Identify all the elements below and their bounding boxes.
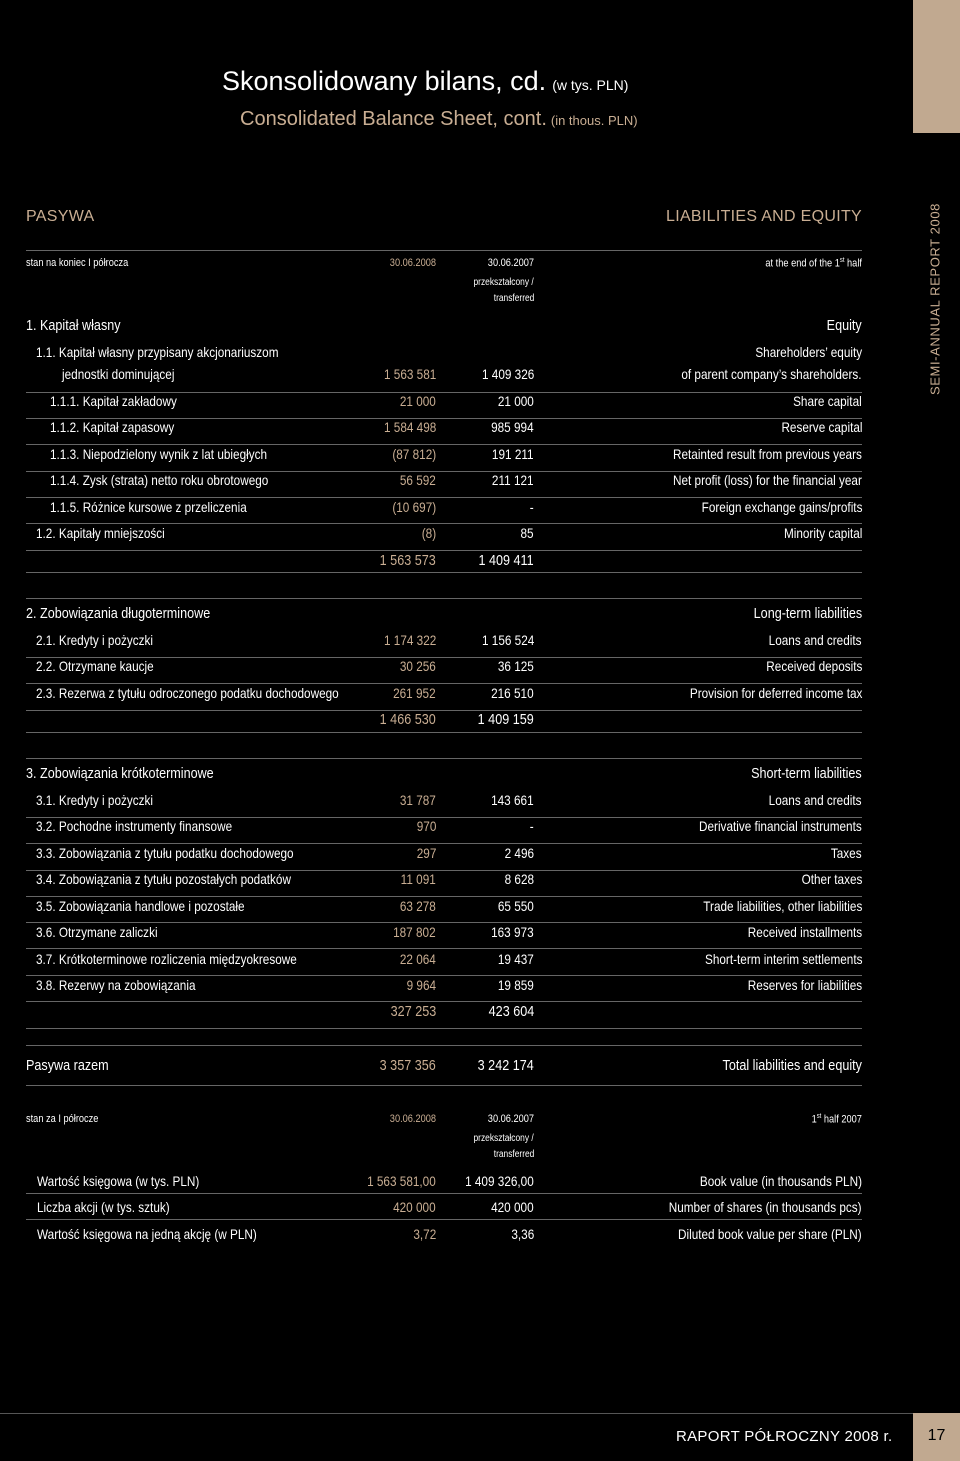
row-value-2007: - bbox=[530, 499, 534, 515]
row-value-2008: 22 064 bbox=[400, 951, 436, 967]
row-value-2007: 1 156 524 bbox=[481, 632, 534, 648]
row-label-pl: 3.2. Pochodne instrumenty finansowe bbox=[36, 818, 233, 834]
row-label-en: Minority capital bbox=[783, 525, 862, 541]
divider bbox=[26, 1085, 862, 1086]
row-label-pl: 1.1. Kapitał własny przypisany akcjonariuszom bbox=[36, 344, 279, 360]
divider bbox=[26, 250, 862, 251]
row-value-2008: 261 952 bbox=[393, 685, 436, 701]
row-value-2007: 163 973 bbox=[491, 924, 534, 940]
header2-label-en-tail: half 2007 bbox=[821, 1113, 862, 1126]
header2-col2: 30.06.2007 bbox=[487, 1113, 534, 1125]
row-label-en: Foreign exchange gains/profits bbox=[701, 499, 862, 515]
divider bbox=[26, 598, 862, 599]
row-label-en: Long-term liabilities bbox=[753, 605, 862, 622]
row-value-2007: 191 211 bbox=[492, 446, 534, 462]
header-label-en-text: at the end of the 1 bbox=[765, 257, 840, 270]
header2-label-pl: stan za I półrocze bbox=[26, 1113, 99, 1125]
row-value-2007: 65 550 bbox=[498, 898, 534, 914]
row-label-en: Shareholders’ equity bbox=[755, 344, 862, 360]
total-value-2008: 3 357 356 bbox=[379, 1057, 436, 1074]
row-value-2008: 187 802 bbox=[393, 924, 436, 940]
divider bbox=[26, 657, 862, 658]
row2-value-2007: 420 000 bbox=[491, 1199, 534, 1215]
row-value-2007: 1 409 159 bbox=[477, 711, 534, 728]
divider bbox=[26, 1219, 862, 1220]
row-value-2008: 56 592 bbox=[400, 472, 436, 488]
row-label-en: Loans and credits bbox=[769, 792, 862, 808]
divider bbox=[26, 572, 862, 573]
row-value-2007: 216 510 bbox=[491, 685, 534, 701]
row-label-pl: 2.2. Otrzymane kaucje bbox=[36, 658, 154, 674]
divider bbox=[26, 758, 862, 759]
row-label-en: Short-term liabilities bbox=[751, 765, 862, 782]
divider bbox=[26, 683, 862, 684]
row-label-en: Share capital bbox=[793, 393, 862, 409]
row2-value-2008: 3,72 bbox=[413, 1226, 436, 1242]
row-label-en: Trade liabilities, other liabilities bbox=[702, 898, 862, 914]
header-col2: 30.06.2007 bbox=[487, 257, 534, 269]
row-value-2008: 30 256 bbox=[400, 658, 436, 674]
row2-value-2008: 1 563 581,00 bbox=[367, 1173, 436, 1189]
row-value-2007: 19 437 bbox=[498, 951, 534, 967]
row-label-en: of parent company’s shareholders. bbox=[681, 366, 862, 382]
row-value-2007: 423 604 bbox=[488, 1003, 534, 1020]
header2-col1: 30.06.2008 bbox=[389, 1113, 436, 1125]
row-label-pl: 1.1.4. Zysk (strata) netto roku obrotowego bbox=[50, 472, 269, 488]
row-label-pl: 1.2. Kapitały mniejszości bbox=[36, 525, 165, 541]
page-subtitle bbox=[240, 108, 638, 131]
divider bbox=[26, 817, 862, 818]
row-value-2008: 63 278 bbox=[400, 898, 436, 914]
row-value-2008: 297 bbox=[416, 845, 436, 861]
row-value-2007: 19 859 bbox=[498, 977, 534, 993]
row-label-pl: 3.3. Zobowiązania z tytułu podatku dochodowego bbox=[36, 845, 294, 861]
row-value-2008: 31 787 bbox=[400, 792, 436, 808]
row-value-2008: 1 466 530 bbox=[379, 711, 436, 728]
row-label-en: Provision for deferred income tax bbox=[689, 685, 862, 701]
divider bbox=[26, 1001, 862, 1002]
row-value-2008: (87 812) bbox=[392, 446, 436, 462]
row2-value-2007: 1 409 326,00 bbox=[465, 1173, 534, 1189]
row-value-2007: 1 409 411 bbox=[478, 552, 534, 569]
row2-value-2008: 420 000 bbox=[393, 1199, 436, 1215]
row-label-en: Equity bbox=[826, 317, 862, 334]
row-label-pl: 3.8. Rezerwy na zobowiązania bbox=[36, 977, 196, 993]
row-value-2007: 1 409 326 bbox=[481, 366, 534, 382]
row-label-en: Net profit (loss) for the financial year bbox=[673, 472, 862, 488]
header2-col2-note2: transferred bbox=[493, 1149, 534, 1160]
row-label-pl: jednostki dominującej bbox=[62, 366, 175, 382]
row-value-2008: (8) bbox=[421, 525, 436, 541]
row-label-en: Reserves for liabilities bbox=[747, 977, 862, 993]
footer-title: RAPORT PÓŁROCZNY 2008 r. bbox=[676, 1428, 893, 1445]
row-value-2007: 85 bbox=[520, 525, 534, 541]
header-label-en-tail: half bbox=[844, 257, 862, 270]
row-label-pl: 2.1. Kredyty i pożyczki bbox=[36, 632, 153, 648]
row-label-pl: 3.1. Kredyty i pożyczki bbox=[36, 792, 153, 808]
row-value-2007: 143 661 bbox=[491, 792, 534, 808]
divider bbox=[26, 948, 862, 949]
row-label-en: Derivative financial instruments bbox=[699, 818, 862, 834]
row-value-2008: 327 253 bbox=[390, 1003, 436, 1020]
row-value-2007: - bbox=[530, 818, 534, 834]
row-label-pl: 2. Zobowiązania długoterminowe bbox=[26, 605, 211, 622]
header-col1: 30.06.2008 bbox=[389, 257, 436, 269]
row-label-pl: 3.5. Zobowiązania handlowe i pozostałe bbox=[36, 898, 245, 914]
divider bbox=[26, 444, 862, 445]
sidebar-label-text: SEMI-ANNUAL REPORT 2008 bbox=[927, 202, 943, 396]
divider bbox=[26, 732, 862, 733]
total-value-2007: 3 242 174 bbox=[477, 1057, 534, 1074]
divider bbox=[26, 392, 862, 393]
divider bbox=[26, 550, 862, 551]
title-unit: (w tys. PLN) bbox=[552, 77, 629, 93]
row-label-en: Received deposits bbox=[765, 658, 862, 674]
divider bbox=[26, 1028, 862, 1029]
row2-label-pl: Wartość księgowa na jedną akcję (w PLN) bbox=[37, 1226, 257, 1242]
row-value-2007: 8 628 bbox=[504, 871, 534, 887]
header-col2-note1: przekształcony / bbox=[473, 277, 534, 288]
row-label-en: Retainted result from previous years bbox=[673, 446, 862, 462]
row2-label-pl: Liczba akcji (w tys. sztuk) bbox=[37, 1199, 170, 1215]
row-value-2007: 211 121 bbox=[492, 472, 534, 488]
section-title-pl: PASYWA bbox=[26, 208, 95, 225]
row-label-pl: 1. Kapitał własny bbox=[26, 317, 121, 334]
divider bbox=[26, 471, 862, 472]
row2-value-2007: 3,36 bbox=[511, 1226, 534, 1242]
header-label-pl: stan na koniec I półrocza bbox=[26, 257, 129, 269]
row-value-2008: 11 091 bbox=[400, 871, 436, 887]
divider bbox=[26, 975, 862, 976]
header2-label-en bbox=[812, 1113, 862, 1126]
divider bbox=[26, 922, 862, 923]
divider bbox=[26, 1045, 862, 1046]
row-label-pl: 3.4. Zobowiązania z tytułu pozostałych podatków bbox=[36, 871, 291, 887]
footer-divider bbox=[0, 1413, 913, 1414]
divider bbox=[26, 870, 862, 871]
row-value-2007: 2 496 bbox=[504, 845, 534, 861]
row2-label-pl: Wartość księgowa (w tys. PLN) bbox=[37, 1173, 200, 1189]
divider bbox=[26, 497, 862, 498]
divider bbox=[26, 896, 862, 897]
row-value-2008: (10 697) bbox=[392, 499, 436, 515]
row-label-pl: 1.1.5. Różnice kursowe z przeliczenia bbox=[50, 499, 247, 515]
row-label-pl: 3.7. Krótkoterminowe rozliczenia międzyokresowe bbox=[36, 951, 297, 967]
row2-label-en: Diluted book value per share (PLN) bbox=[678, 1226, 862, 1242]
header-col2-note2: transferred bbox=[493, 293, 534, 304]
row-label-en: Received installments bbox=[747, 924, 862, 940]
row-value-2007: 985 994 bbox=[491, 419, 534, 435]
total-label-en: Total liabilities and equity bbox=[722, 1057, 862, 1074]
row-label-en: Loans and credits bbox=[769, 632, 862, 648]
header2-label-en-sup: st bbox=[816, 1113, 822, 1120]
divider bbox=[26, 523, 862, 524]
row-value-2008: 9 964 bbox=[406, 977, 436, 993]
row-value-2008: 21 000 bbox=[400, 393, 436, 409]
row2-label-en: Number of shares (in thousands pcs) bbox=[669, 1199, 862, 1215]
divider bbox=[26, 418, 862, 419]
header-label-en bbox=[765, 257, 862, 270]
divider bbox=[26, 843, 862, 844]
header2-label-en-pre: 1 bbox=[811, 1113, 817, 1126]
header-label-en-sup: st bbox=[839, 257, 845, 264]
row-value-2008: 1 563 581 bbox=[383, 366, 436, 382]
row-label-en: Taxes bbox=[831, 845, 862, 861]
row-value-2008: 1 563 573 bbox=[379, 552, 436, 569]
subtitle-unit: (in thous. PLN) bbox=[550, 113, 638, 128]
page-number: 17 bbox=[927, 1427, 946, 1444]
row-label-pl: 1.1.1. Kapitał zakładowy bbox=[50, 393, 177, 409]
row-value-2008: 970 bbox=[416, 818, 436, 834]
divider bbox=[26, 710, 862, 711]
subtitle-main: Consolidated Balance Sheet, cont. bbox=[240, 108, 547, 130]
row-label-pl: 1.1.2. Kapitał zapasowy bbox=[50, 419, 175, 435]
header2-col2-note1: przekształcony / bbox=[473, 1133, 534, 1144]
row-value-2007: 36 125 bbox=[498, 658, 534, 674]
row-label-pl: 3.6. Otrzymane zaliczki bbox=[36, 924, 158, 940]
total-label-pl: Pasywa razem bbox=[26, 1057, 109, 1074]
sidebar-label bbox=[918, 192, 952, 407]
row-value-2007: 21 000 bbox=[498, 393, 534, 409]
page-title bbox=[222, 66, 628, 97]
row-label-pl: 2.3. Rezerwa z tytułu odroczonego podatku dochodowego bbox=[36, 685, 339, 701]
row2-label-en: Book value (in thousands PLN) bbox=[699, 1173, 862, 1189]
title-main: Skonsolidowany bilans, cd. bbox=[222, 66, 547, 96]
row-label-en: Other taxes bbox=[801, 871, 862, 887]
row-label-en: Reserve capital bbox=[780, 419, 862, 435]
section-title-en: LIABILITIES AND EQUITY bbox=[666, 208, 862, 225]
row-label-en: Short-term interim settlements bbox=[704, 951, 862, 967]
sidebar-accent-block bbox=[913, 0, 960, 133]
row-value-2008: 1 584 498 bbox=[383, 419, 436, 435]
row-label-pl: 1.1.3. Niepodzielony wynik z lat ubiegłych bbox=[50, 446, 268, 462]
row-label-pl: 3. Zobowiązania krótkoterminowe bbox=[26, 765, 214, 782]
divider bbox=[26, 1193, 862, 1194]
row-value-2008: 1 174 322 bbox=[383, 632, 436, 648]
